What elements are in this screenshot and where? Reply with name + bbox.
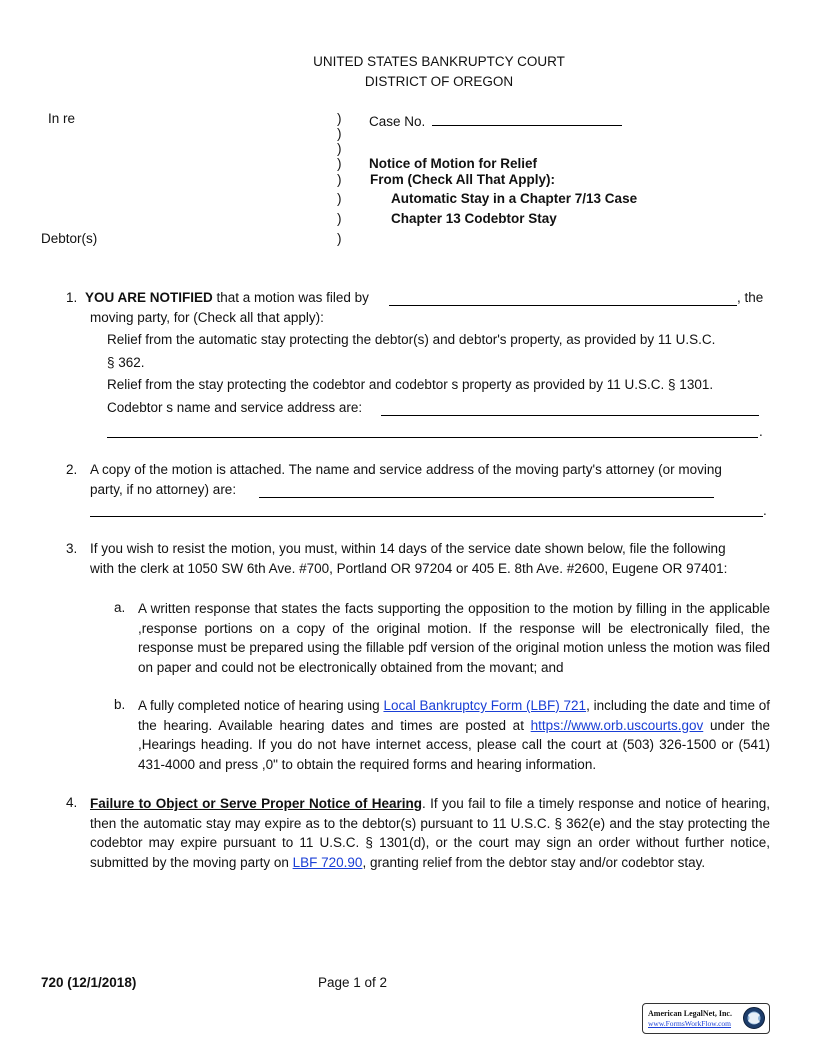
failure-heading: Failure to Object or Serve Proper Notice of Hearing: [90, 796, 422, 811]
in-re-label: In re: [48, 111, 76, 126]
court-name: UNITED STATES BANKRUPTCY COURT: [313, 54, 565, 69]
you-are-notified: YOU ARE NOTIFIED: [85, 290, 213, 305]
relief-automatic-stay-cont: § 362.: [107, 355, 145, 370]
item-3b-label: b.: [114, 697, 126, 712]
caption-paren: ): [337, 172, 342, 187]
caption-paren: ): [337, 126, 342, 141]
item-4-text-2: , granting relief from the debtor stay and/or codebtor stay.: [362, 854, 706, 870]
relief-codebtor-stay-option[interactable]: Relief from the stay protecting the codebtor and codebtor s property as provided by 11 U.S.C. § 1301.: [107, 377, 714, 392]
lbf-721-link[interactable]: Local Bankruptcy Form (LBF) 721: [383, 698, 587, 713]
attorney-address-input-2[interactable]: [90, 516, 763, 517]
debtors-label: Debtor(s): [41, 231, 98, 246]
form-id: 720 (12/1/2018): [41, 975, 137, 990]
moving-party-input[interactable]: [389, 305, 737, 306]
item-3b-text-3: under the ,Hearings heading. If you do not have internet access, please call the court at (503) 326-1500 or (541) 431-4000 and press ,0" to obtain the required forms and hearing information.: [138, 717, 770, 772]
item-3-number: 3.: [66, 541, 78, 556]
item-3a-text: A written response that states the facts supporting the opposition to the motion by filling in the applicable ,response portions on a copy of the original motion. If the response will be electronically filed, the response must be prepared using the fillable pdf version of the original motion unless the motion was filed on paper and could not be electronically obtained from the movant; and: [138, 601, 770, 675]
item-2-line-2: party, if no attorney) are:: [90, 482, 237, 497]
item-1-line-1: [85, 290, 369, 305]
case-number-input[interactable]: [432, 111, 622, 126]
item-1-period: .: [759, 424, 763, 439]
globe-icon: [742, 1006, 766, 1030]
item-3b-text: [138, 696, 770, 774]
logo-url: www.FormsWorkFlow.com: [648, 1019, 732, 1028]
option-automatic-stay[interactable]: Automatic Stay in a Chapter 7/13 Case: [391, 191, 638, 206]
caption-paren: ): [337, 111, 342, 126]
item-2-number: 2.: [66, 462, 78, 477]
relief-automatic-stay-option[interactable]: Relief from the automatic stay protecting the debtor(s) and debtor's property, as provided by 11 U.S.C.: [107, 332, 716, 347]
item-4-number: 4.: [66, 795, 78, 810]
caption-paren: ): [337, 156, 342, 171]
american-legalnet-logo[interactable]: [642, 1003, 770, 1034]
caption-paren: ): [337, 141, 342, 156]
notice-subtitle: From (Check All That Apply):: [370, 172, 556, 187]
notice-title: Notice of Motion for Relief: [369, 156, 537, 171]
court-website-link[interactable]: https://www.orb.uscourts.gov: [530, 717, 704, 733]
lbf-720-90-link[interactable]: LBF 720.90: [292, 854, 363, 870]
item-1-line-2: moving party, for (Check all that apply):: [90, 310, 324, 325]
item-1-number: 1.: [66, 290, 78, 305]
case-number-label: Case No.: [369, 114, 426, 129]
item-4-text: [90, 794, 770, 872]
item-3-line-2: with the clerk at 1050 SW 6th Ave. #700, Portland OR 97204 or 405 E. 8th Ave. #2600, Eugene OR 97401:: [90, 561, 728, 576]
caption-paren: ): [337, 191, 342, 206]
codebtor-address-label: Codebtor s name and service address are:: [107, 400, 363, 415]
item-3a-label: a.: [114, 600, 126, 615]
item-3-line-1: If you wish to resist the motion, you must, within 14 days of the service date shown below, file the following: [90, 541, 726, 556]
caption-paren: ): [337, 211, 342, 226]
codebtor-address-input-2[interactable]: [107, 437, 758, 438]
item-4-text-1: . If you fail to file a timely response and notice of hearing, then the automatic stay may expire as to the debtor(s) pursuant to 11 U.S.C. § 362(e) and the stay protecting the codebtor may expire pursuant to 11 U.S.C. § 1301(d), or the court may sign an order without further notice, submitted by the moving party on: [90, 796, 770, 870]
item-2-period: .: [763, 503, 767, 518]
codebtor-address-input[interactable]: [381, 415, 759, 416]
item-1-the: , the: [737, 290, 764, 305]
attorney-address-input[interactable]: [259, 497, 714, 498]
item-1-lead: that a motion was filed by: [216, 290, 369, 305]
item-3b-text-1: A fully completed notice of hearing using: [138, 698, 380, 713]
caption-paren: ): [337, 231, 342, 246]
district-name: DISTRICT OF OREGON: [364, 74, 514, 89]
item-3b-text-2: , including the date and time of the hearing. Available hearing dates and times are posted at: [138, 698, 770, 733]
option-codebtor-stay[interactable]: Chapter 13 Codebtor Stay: [391, 211, 557, 226]
page-number: Page 1 of 2: [318, 975, 388, 990]
item-2-line-1: A copy of the motion is attached. The name and service address of the moving party's attorney (or moving: [90, 462, 722, 477]
case-number-field: [369, 111, 622, 129]
logo-company: American LegalNet, Inc.: [648, 1009, 732, 1018]
